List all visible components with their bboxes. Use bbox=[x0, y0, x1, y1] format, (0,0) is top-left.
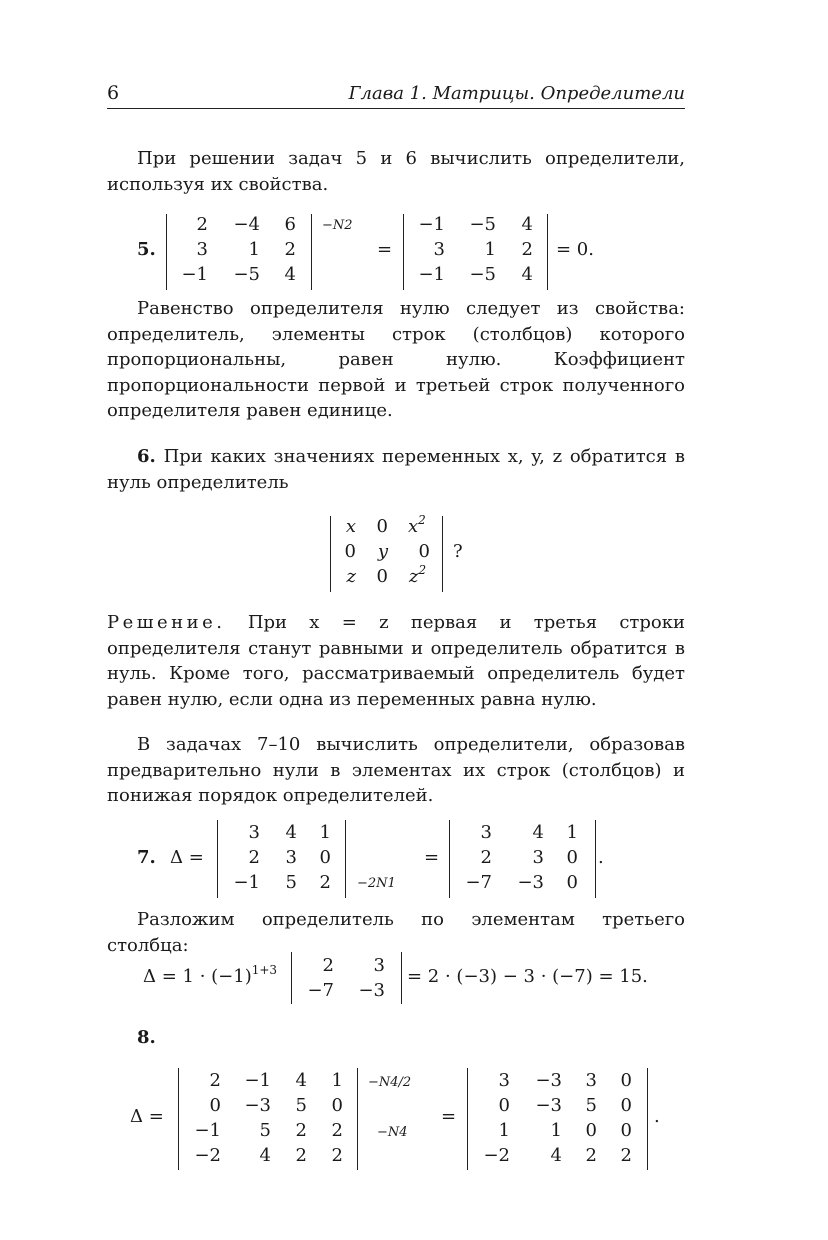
column-operation-note: −2N1 bbox=[357, 876, 396, 891]
matrix-cell: −3 bbox=[517, 872, 544, 893]
matrix-cell: 4 bbox=[295, 1070, 307, 1091]
matrix-cell: 1 bbox=[484, 239, 496, 260]
matrix-cell: 0 bbox=[620, 1070, 632, 1091]
matrix-cell: 0 bbox=[566, 872, 578, 893]
solution-text: При x = z первая и третья строки определителя станут равными и определитель обратится в нуль. Кроме того, рассматриваемый определитель будет равен нулю, если одна из переменных равна нулю. bbox=[107, 612, 685, 710]
expansion-lhs bbox=[143, 963, 278, 987]
matrix-cell: 0 bbox=[209, 1095, 221, 1116]
matrix-cell: −1 bbox=[194, 1120, 221, 1141]
delta-lhs: Δ = bbox=[170, 847, 204, 868]
question-mark: ? bbox=[453, 541, 463, 562]
matrix-cell: 3 bbox=[585, 1070, 597, 1091]
result: = 0. bbox=[556, 239, 594, 260]
matrix-cell: −4 bbox=[233, 214, 260, 235]
det-bar bbox=[217, 820, 218, 898]
matrix-cell: 1 bbox=[319, 822, 331, 843]
matrix-cell: 0 bbox=[376, 516, 388, 537]
page-number: 6 bbox=[107, 82, 120, 104]
matrix-cell: 0 bbox=[376, 566, 388, 587]
det-bar bbox=[357, 1068, 358, 1170]
exponent: 1+3 bbox=[251, 963, 278, 977]
matrix-cell: −1 bbox=[233, 872, 260, 893]
matrix-cell: −5 bbox=[469, 214, 496, 235]
det-bar bbox=[311, 214, 312, 290]
period: . bbox=[654, 1106, 660, 1127]
matrix-cell: −3 bbox=[244, 1095, 271, 1116]
matrix-cell: 1 bbox=[566, 822, 578, 843]
matrix-cell: 1 bbox=[331, 1070, 343, 1091]
det-bar bbox=[291, 952, 292, 1004]
matrix-cell: z bbox=[346, 566, 356, 587]
solution-label: Решение. bbox=[107, 612, 226, 633]
matrix-cell: 2 bbox=[295, 1145, 307, 1166]
problem-6-label: 6. bbox=[137, 446, 156, 467]
exponent: 2 bbox=[418, 563, 427, 577]
matrix-cell: 2 bbox=[319, 872, 331, 893]
matrix-cell: 0 bbox=[331, 1095, 343, 1116]
matrix-cell: −5 bbox=[469, 264, 496, 285]
problem-7-explanation: Разложим определитель по элементам третьего столбца: bbox=[107, 909, 685, 956]
det-bar bbox=[595, 820, 596, 898]
matrix-cell: 3 bbox=[285, 847, 297, 868]
problem-6-statement bbox=[107, 444, 685, 495]
page-header bbox=[107, 82, 685, 109]
equals-sign: = bbox=[424, 847, 440, 868]
matrix-cell: 4 bbox=[259, 1145, 271, 1166]
matrix-cell: 3 bbox=[480, 822, 492, 843]
matrix-cell: $z^2$ bbox=[409, 563, 427, 587]
matrix-cell: −3 bbox=[535, 1070, 562, 1091]
matrix-cell: 0 bbox=[566, 847, 578, 868]
matrix-cell: 4 bbox=[521, 264, 533, 285]
det-bar bbox=[401, 952, 402, 1004]
intro-problems-7-10: В задачах 7–10 вычислить определители, образовав предварительно нули в элементах их строк (столбцов) и понижая порядок определителей. bbox=[107, 734, 685, 806]
det-bar bbox=[449, 820, 450, 898]
matrix-cell: 0 bbox=[620, 1095, 632, 1116]
matrix-cell: 2 bbox=[322, 955, 334, 976]
det-bar bbox=[547, 214, 548, 290]
matrix-cell: 3 bbox=[248, 822, 260, 843]
matrix-cell: −5 bbox=[233, 264, 260, 285]
matrix-cell: −2 bbox=[483, 1145, 510, 1166]
matrix-cell: 2 bbox=[620, 1145, 632, 1166]
matrix-cell: 3 bbox=[498, 1070, 510, 1091]
row-operation-note: −N2 bbox=[322, 218, 353, 233]
matrix-cell: 2 bbox=[295, 1120, 307, 1141]
matrix-cell: 3 bbox=[373, 955, 385, 976]
matrix-cell: 2 bbox=[284, 239, 296, 260]
row-operation-note-2: −N4 bbox=[377, 1125, 408, 1140]
matrix-cell: 5 bbox=[259, 1120, 271, 1141]
matrix-cell: x bbox=[345, 516, 356, 537]
problem-5-label: 5. bbox=[137, 239, 156, 260]
matrix-cell: 4 bbox=[550, 1145, 562, 1166]
matrix-cell: 4 bbox=[532, 822, 544, 843]
matrix-cell: 2 bbox=[196, 214, 208, 235]
problem-5-explanation: Равенство определителя нулю следует из свойства: определитель, элементы строк (столбцов) которого пропорциональны, равен нулю. Коэффициент пропорциональности первой и третьей строк полученного определителя равен единице. bbox=[107, 298, 685, 421]
matrix-cell: 0 bbox=[498, 1095, 510, 1116]
matrix-cell: 6 bbox=[284, 214, 296, 235]
matrix-cell: 3 bbox=[433, 239, 445, 260]
matrix-cell: 4 bbox=[284, 264, 296, 285]
det-bar bbox=[178, 1068, 179, 1170]
matrix-cell: 4 bbox=[521, 214, 533, 235]
period: . bbox=[598, 847, 604, 868]
matrix-cell: −2 bbox=[194, 1145, 221, 1166]
running-title: Глава 1. Матрицы. Определители bbox=[348, 83, 685, 104]
expansion-result: = 2 · (−3) − 3 · (−7) = 15. bbox=[407, 966, 648, 987]
intro-problems-5-6: При решении задач 5 и 6 вычислить определители, используя их свойства. bbox=[107, 148, 685, 195]
matrix-cell: −1 bbox=[418, 214, 445, 235]
solution-6 bbox=[107, 610, 685, 712]
matrix-cell: −7 bbox=[307, 980, 334, 1001]
matrix-cell: 1 bbox=[248, 239, 260, 260]
expansion-lhs-text: Δ = 1 · (−1) bbox=[143, 966, 252, 987]
matrix-cell: 4 bbox=[285, 822, 297, 843]
matrix-cell: 1 bbox=[498, 1120, 510, 1141]
problem-6-text: При каких значениях переменных x, y, z обратится в нуль определитель bbox=[107, 446, 685, 493]
matrix-cell: 2 bbox=[209, 1070, 221, 1091]
matrix-cell: 5 bbox=[285, 872, 297, 893]
equals-sign: = bbox=[441, 1106, 457, 1127]
matrix-cell: −3 bbox=[535, 1095, 562, 1116]
equals-sign: = bbox=[377, 239, 393, 260]
matrix-cell: 0 bbox=[344, 541, 356, 562]
exponent: 2 bbox=[418, 513, 426, 527]
matrix-cell: y bbox=[377, 541, 388, 562]
matrix-cell: 5 bbox=[295, 1095, 307, 1116]
matrix-cell: 1 bbox=[550, 1120, 562, 1141]
det-bar bbox=[345, 820, 346, 898]
problem-8-label: 8. bbox=[137, 1027, 156, 1048]
matrix-cell: −3 bbox=[358, 980, 385, 1001]
det-bar bbox=[442, 516, 443, 592]
matrix-cell: 2 bbox=[521, 239, 533, 260]
matrix-cell: 2 bbox=[331, 1145, 343, 1166]
matrix-cell: 2 bbox=[585, 1145, 597, 1166]
det-bar bbox=[467, 1068, 468, 1170]
matrix-cell: 2 bbox=[248, 847, 260, 868]
matrix-cell: −7 bbox=[465, 872, 492, 893]
matrix-cell: 0 bbox=[620, 1120, 632, 1141]
delta-lhs: Δ = bbox=[130, 1106, 164, 1127]
problem-7-label: 7. bbox=[137, 847, 156, 868]
matrix-cell: 2 bbox=[331, 1120, 343, 1141]
row-operation-note-1: −N4/2 bbox=[368, 1075, 412, 1090]
matrix-cell: 0 bbox=[418, 541, 430, 562]
matrix-cell: 5 bbox=[585, 1095, 597, 1116]
matrix-cell: 0 bbox=[319, 847, 331, 868]
matrix-cell: 2 bbox=[480, 847, 492, 868]
matrix-cell: −1 bbox=[418, 264, 445, 285]
det-bar bbox=[647, 1068, 648, 1170]
matrix-cell: 0 bbox=[585, 1120, 597, 1141]
matrix-cell: 3 bbox=[532, 847, 544, 868]
matrix-cell: −1 bbox=[181, 264, 208, 285]
matrix-cell: $x^2$ bbox=[408, 513, 426, 537]
matrix-cell: −1 bbox=[244, 1070, 271, 1091]
matrix-cell: 3 bbox=[196, 239, 208, 260]
